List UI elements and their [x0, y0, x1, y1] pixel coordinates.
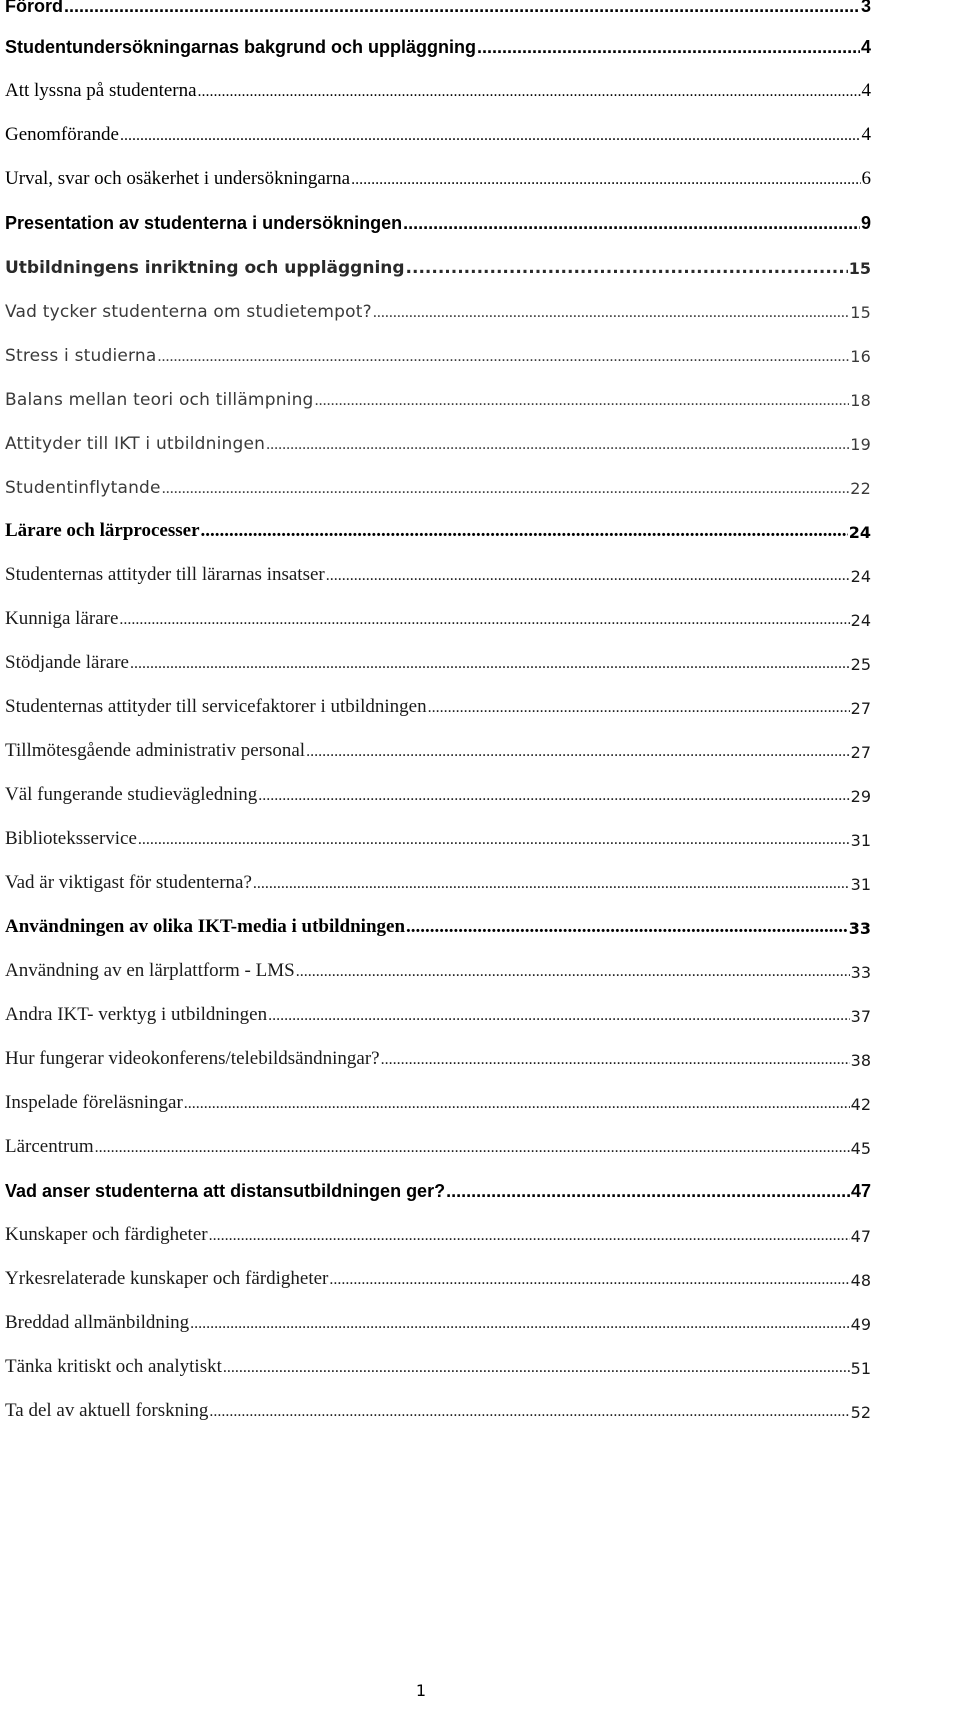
toc-entry[interactable] — [5, 859, 871, 903]
toc-entry[interactable] — [5, 683, 871, 727]
toc-entry-page-number: 29 — [850, 787, 871, 806]
toc-entry-title: Vad tycker studenterna om studietempot? — [5, 302, 372, 322]
toc-dot-leader — [209, 1224, 850, 1246]
toc-dot-leader — [120, 124, 861, 146]
table-of-contents — [5, 0, 871, 1431]
toc-dot-leader — [64, 0, 860, 17]
toc-entry-page-number: 15 — [850, 303, 871, 322]
toc-dot-leader — [138, 828, 850, 850]
toc-dot-leader — [201, 520, 848, 542]
toc-entry-page-number: 16 — [850, 347, 871, 366]
toc-entry-page-number: 52 — [850, 1403, 871, 1422]
toc-entry[interactable] — [5, 199, 871, 243]
toc-entry[interactable] — [5, 155, 871, 199]
toc-entry-title: Användningen av olika IKT-media i utbildningen — [5, 916, 406, 937]
toc-entry-page-number: 27 — [850, 743, 871, 762]
toc-entry-page-number: 33 — [850, 963, 871, 982]
toc-entry-title: Studentundersökningarnas bakgrund och uppläggning — [5, 37, 477, 57]
toc-entry[interactable] — [5, 1255, 871, 1299]
toc-dot-leader — [406, 258, 848, 278]
toc-entry-title: Attityder till IKT i utbildningen — [5, 434, 266, 454]
toc-entry-title: Att lyssna på studenterna — [5, 80, 197, 101]
toc-entry[interactable] — [5, 331, 871, 375]
toc-entry[interactable] — [5, 1387, 871, 1431]
toc-entry[interactable] — [5, 1079, 871, 1123]
toc-entry-page-number: 4 — [861, 80, 871, 101]
toc-dot-leader — [315, 390, 850, 410]
toc-entry-title: Inspelade föreläsningar — [5, 1092, 183, 1113]
toc-dot-leader — [381, 1048, 850, 1070]
toc-entry[interactable] — [5, 111, 871, 155]
toc-entry-page-number: 48 — [850, 1271, 871, 1290]
toc-entry-page-number: 27 — [850, 699, 871, 718]
toc-entry[interactable] — [5, 903, 871, 947]
toc-entry[interactable] — [5, 463, 871, 507]
toc-entry[interactable] — [5, 0, 871, 23]
toc-entry-title: Stödjande lärare — [5, 652, 129, 673]
toc-entry-title: Utbildningens inriktning och uppläggning — [5, 258, 405, 278]
toc-entry-title: Vad är viktigast för studenterna? — [5, 872, 252, 893]
toc-entry[interactable] — [5, 1343, 871, 1387]
toc-entry-title: Tänka kritiskt och analytiskt — [5, 1356, 222, 1377]
toc-entry-page-number: 49 — [850, 1315, 871, 1334]
toc-entry-title: Presentation av studenterna i undersökningen — [5, 213, 403, 233]
toc-entry[interactable] — [5, 1035, 871, 1079]
toc-entry[interactable] — [5, 727, 871, 771]
toc-entry-page-number: 24 — [850, 611, 871, 630]
toc-dot-leader — [95, 1136, 850, 1158]
toc-entry-page-number: 9 — [860, 213, 871, 233]
toc-entry[interactable] — [5, 815, 871, 859]
toc-entry[interactable] — [5, 1211, 871, 1255]
toc-entry[interactable] — [5, 419, 871, 463]
toc-entry-title: Breddad allmänbildning — [5, 1312, 190, 1333]
toc-entry-title: Kunniga lärare — [5, 608, 119, 629]
toc-dot-leader — [296, 960, 850, 982]
toc-entry-title: Yrkesrelaterade kunskaper och färdigheter — [5, 1268, 329, 1289]
toc-entry[interactable] — [5, 947, 871, 991]
toc-entry-title: Studentinflytande — [5, 478, 161, 498]
toc-entry-page-number: 47 — [850, 1227, 871, 1246]
toc-dot-leader — [403, 213, 860, 234]
toc-entry-title: Biblioteksservice — [5, 828, 137, 849]
toc-entry-title: Vad anser studenterna att distansutbildningen ger? — [5, 1181, 446, 1201]
toc-dot-leader — [258, 784, 849, 806]
toc-entry-title: Stress i studierna — [5, 346, 157, 366]
toc-dot-leader — [373, 302, 849, 322]
toc-entry[interactable] — [5, 595, 871, 639]
toc-entry-title: Genomförande — [5, 124, 119, 145]
toc-dot-leader — [130, 652, 850, 674]
toc-entry[interactable] — [5, 243, 871, 287]
toc-entry[interactable] — [5, 23, 871, 67]
toc-entry-title: Lärare och lärprocesser — [5, 520, 200, 541]
toc-entry[interactable] — [5, 771, 871, 815]
toc-entry[interactable] — [5, 67, 871, 111]
toc-dot-leader — [162, 478, 850, 498]
toc-entry-title: Ta del av aktuell forskning — [5, 1400, 209, 1421]
toc-entry-title: Tillmötesgående administrativ personal — [5, 740, 306, 761]
toc-entry-page-number: 4 — [861, 124, 871, 145]
toc-entry-page-number: 45 — [850, 1139, 871, 1158]
toc-dot-leader — [209, 1400, 849, 1422]
toc-entry-title: Balans mellan teori och tillämpning — [5, 390, 314, 410]
toc-entry-title: Studenternas attityder till lärarnas insatser — [5, 564, 325, 585]
toc-dot-leader — [477, 37, 860, 58]
toc-entry[interactable] — [5, 551, 871, 595]
toc-entry-title: Väl fungerande studievägledning — [5, 784, 258, 805]
toc-dot-leader — [446, 1181, 850, 1202]
toc-entry-page-number: 19 — [850, 435, 871, 454]
toc-entry-page-number: 42 — [850, 1095, 871, 1114]
toc-entry-page-number: 47 — [850, 1181, 871, 1201]
toc-entry-page-number: 25 — [850, 655, 871, 674]
toc-entry[interactable] — [5, 1123, 871, 1167]
toc-entry[interactable] — [5, 639, 871, 683]
toc-entry-title: Kunskaper och färdigheter — [5, 1224, 208, 1245]
toc-entry[interactable] — [5, 287, 871, 331]
toc-dot-leader — [184, 1092, 850, 1114]
toc-entry-page-number: 24 — [850, 567, 871, 586]
toc-entry-page-number: 31 — [850, 831, 871, 850]
toc-entry[interactable] — [5, 507, 871, 551]
toc-dot-leader — [326, 564, 850, 586]
toc-entry-page-number: 38 — [850, 1051, 871, 1070]
toc-dot-leader — [223, 1356, 850, 1378]
toc-dot-leader — [329, 1268, 849, 1290]
page-number: 1 — [415, 1681, 427, 1700]
toc-dot-leader — [266, 434, 849, 454]
toc-entry-title: Andra IKT- verktyg i utbildningen — [5, 1004, 268, 1025]
toc-entry[interactable] — [5, 1299, 871, 1343]
toc-entry[interactable] — [5, 1167, 871, 1211]
toc-entry-page-number: 3 — [860, 0, 871, 16]
toc-dot-leader — [351, 168, 860, 190]
toc-entry-page-number: 22 — [850, 479, 871, 498]
toc-dot-leader — [190, 1312, 849, 1334]
toc-dot-leader — [253, 872, 850, 894]
toc-entry-page-number: 33 — [848, 919, 871, 938]
toc-entry-title: Urval, svar och osäkerhet i undersökningarna — [5, 168, 351, 189]
toc-entry-title: Hur fungerar videokonferens/telebildsändningar? — [5, 1048, 380, 1069]
toc-dot-leader — [306, 740, 850, 762]
toc-dot-leader — [158, 346, 850, 366]
toc-entry-page-number: 51 — [850, 1359, 871, 1378]
toc-dot-leader — [428, 696, 850, 718]
toc-entry-page-number: 31 — [850, 875, 871, 894]
toc-entry-page-number: 37 — [850, 1007, 871, 1026]
toc-entry-title: Lärcentrum — [5, 1136, 94, 1157]
toc-dot-leader — [119, 608, 849, 630]
toc-entry-page-number: 6 — [861, 168, 871, 189]
toc-entry-title: Användning av en lärplattform - LMS — [5, 960, 295, 981]
toc-entry[interactable] — [5, 375, 871, 419]
toc-entry-page-number: 15 — [848, 259, 871, 278]
toc-entry-page-number: 24 — [848, 523, 871, 542]
toc-entry-title: Studenternas attityder till servicefaktorer i utbildningen — [5, 696, 427, 717]
toc-dot-leader — [406, 916, 848, 938]
toc-entry-page-number: 4 — [860, 37, 871, 57]
toc-entry-page-number: 18 — [850, 391, 871, 410]
toc-dot-leader — [198, 80, 861, 102]
toc-entry-title: Förord — [5, 0, 63, 16]
toc-dot-leader — [268, 1004, 850, 1026]
toc-entry[interactable] — [5, 991, 871, 1035]
